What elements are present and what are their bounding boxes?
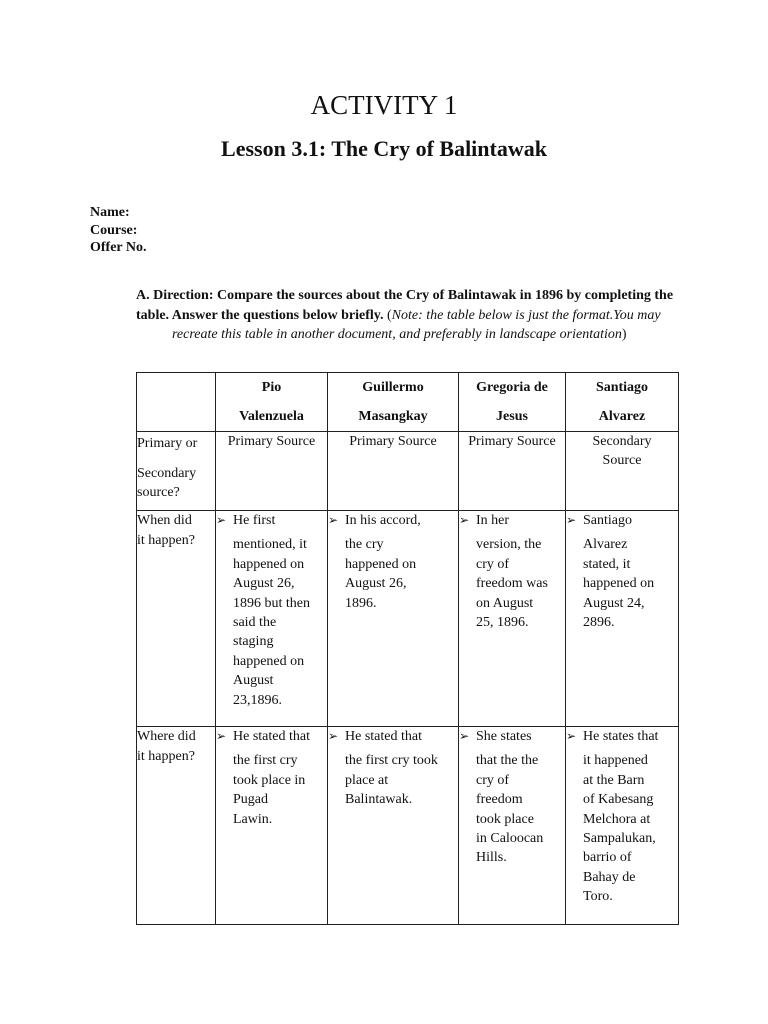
label-line: Where did (137, 729, 196, 744)
name-label: Name: (90, 205, 130, 220)
student-info (90, 204, 147, 257)
bullet-line: Santiago (583, 513, 632, 528)
header-gregoria-de-jesus (459, 373, 566, 432)
row-label-when (137, 511, 216, 727)
bullet-line: stated, it (583, 556, 631, 572)
bullet-line: in Caloocan (476, 831, 544, 847)
arrow-bullet-icon: ➢ (216, 729, 227, 743)
bullet-text (583, 727, 678, 907)
close-paren: ) (621, 327, 627, 342)
arrow-bullet-icon: ➢ (459, 513, 470, 527)
bullet-line: it happened (583, 753, 648, 769)
arrow-bullet-icon: ➢ (566, 729, 577, 743)
bullet-line: place at (345, 772, 389, 788)
bullet-line: said the (233, 615, 277, 631)
bullet-line: 1896 but then (233, 595, 310, 611)
bullet-line: 1896. (345, 595, 377, 611)
header-line: Masangkay (358, 409, 428, 424)
bullet-line: freedom was (476, 576, 548, 592)
bullet-text (345, 511, 458, 613)
bullet-text (345, 727, 458, 810)
page-title: ACTIVITY 1 (310, 90, 458, 120)
table-header-row (137, 373, 679, 432)
bullet-item (459, 727, 565, 868)
header-line: Guillermo (362, 380, 424, 395)
label-line: Secondary (137, 466, 197, 481)
bullet-item (566, 511, 678, 632)
direction-instruction: A. Direction: Compare the sources about the Cry of Balintawak in 1896 by completing the table. Answer the questions below briefly. (136, 288, 674, 323)
bullet-line: August (233, 673, 274, 689)
cell-source-type: Primary Source (328, 432, 459, 511)
bullet-line: version, the (476, 537, 542, 553)
bullet-line: Melchora at (583, 811, 651, 827)
bullet-line: In her (476, 513, 510, 528)
cell-when (216, 511, 328, 727)
bullet-line: took place (476, 811, 534, 827)
bullet-item (328, 727, 458, 810)
cell-when (566, 511, 679, 727)
lesson-subtitle: Lesson 3.1: The Cry of Balintawak (221, 136, 547, 161)
bullet-line: that the the (476, 753, 539, 769)
bullet-line: Balintawak. (345, 792, 413, 808)
bullet-line: cry of (476, 556, 510, 572)
bullet-line: the cry (345, 537, 384, 553)
cell-where (459, 727, 566, 925)
bullet-item (566, 727, 678, 907)
label-line: it happen? (137, 748, 195, 764)
arrow-bullet-icon: ➢ (459, 729, 470, 743)
header-guillermo-masangkay (328, 373, 459, 432)
bullet-line: 23,1896. (233, 692, 282, 708)
label-line: it happen? (137, 532, 195, 548)
bullet-item (328, 511, 458, 613)
bullet-item (216, 727, 327, 829)
bullet-line: happened on (233, 556, 305, 572)
cell-where (566, 727, 679, 925)
bullet-item (459, 511, 565, 632)
bullet-line: 25, 1896. (476, 615, 529, 631)
bullet-line: freedom (476, 792, 523, 808)
bullet-line: She states (476, 729, 532, 744)
note-part-1: Note: the table below is just the format.You may (391, 307, 661, 323)
row-label-where (137, 727, 216, 925)
bullet-line: In his accord, (345, 513, 421, 528)
header-line: Pio (261, 380, 282, 395)
bullet-line: happened on (345, 556, 417, 572)
bullet-line: Lawin. (233, 811, 273, 827)
arrow-bullet-icon: ➢ (328, 729, 339, 743)
bullet-line: August 26, (233, 576, 295, 592)
label-line: Primary or (137, 436, 198, 451)
header-line: Gregoria de (476, 380, 548, 395)
course-label: Course: (90, 222, 138, 238)
bullet-line: August 26, (345, 576, 407, 592)
offer-number-label: Offer No. (90, 240, 147, 255)
table-row (137, 727, 679, 925)
cell-source-type: Primary Source (459, 432, 566, 511)
bullet-text (233, 727, 327, 829)
bullet-line: Hills. (476, 850, 507, 866)
bullet-line: Pugad (233, 792, 268, 808)
cell-where (328, 727, 459, 925)
bullet-text (476, 727, 565, 868)
comparison-table (136, 372, 679, 925)
cell-source-type: Primary Source (216, 432, 328, 511)
bullet-line: Sampalukan, (583, 831, 656, 847)
cell-where (216, 727, 328, 925)
table-row (137, 511, 679, 727)
bullet-text (233, 511, 327, 710)
cell-when (459, 511, 566, 727)
bullet-line: on August (476, 595, 534, 611)
bullet-line: the first cry took (345, 753, 438, 769)
open-paren: ( (383, 307, 392, 323)
bullet-line: August 24, (583, 595, 645, 611)
bullet-line: staging (233, 634, 274, 650)
bullet-line: of Kabesang (583, 792, 654, 808)
bullet-line: happened on (233, 653, 305, 669)
header-pio-valenzuela (216, 373, 328, 432)
row-label-source-type (137, 432, 216, 511)
note-part-2: recreate this table in another document, and preferably in landscape orientation (172, 327, 622, 342)
bullet-line: at the Barn (583, 772, 645, 788)
header-blank (137, 373, 216, 432)
bullet-line: the first cry (233, 753, 298, 769)
header-line: Jesus (496, 409, 528, 424)
bullet-line: Toro. (583, 889, 613, 905)
header-line: Alvarez (598, 409, 646, 424)
bullet-line: He stated that (345, 729, 422, 744)
bullet-line: barrio of (583, 850, 632, 866)
direction-paragraph (136, 286, 681, 345)
header-line: Valenzuela (239, 409, 304, 424)
header-santiago-alvarez (566, 373, 679, 432)
header-line: Santiago (595, 380, 649, 395)
bullet-line: cry of (476, 772, 510, 788)
table-row (137, 432, 679, 511)
label-line: When did (137, 513, 192, 528)
bullet-line: mentioned, it (233, 537, 307, 553)
bullet-line: Bahay de (583, 869, 636, 885)
bullet-line: happened on (583, 576, 655, 592)
cell-when (328, 511, 459, 727)
arrow-bullet-icon: ➢ (328, 513, 339, 527)
label-line: source? (137, 485, 180, 500)
bullet-line: He first (233, 513, 276, 528)
bullet-text (583, 511, 678, 632)
arrow-bullet-icon: ➢ (216, 513, 227, 527)
cell-source-type: Secondary Source (566, 432, 679, 511)
bullet-line: He states that (583, 729, 659, 744)
bullet-line: 2896. (583, 615, 615, 631)
bullet-item (216, 511, 327, 710)
bullet-text (476, 511, 565, 632)
bullet-line: took place in (233, 772, 306, 788)
bullet-line: He stated that (233, 729, 310, 744)
bullet-line: Alvarez (583, 537, 628, 553)
arrow-bullet-icon: ➢ (566, 513, 577, 527)
